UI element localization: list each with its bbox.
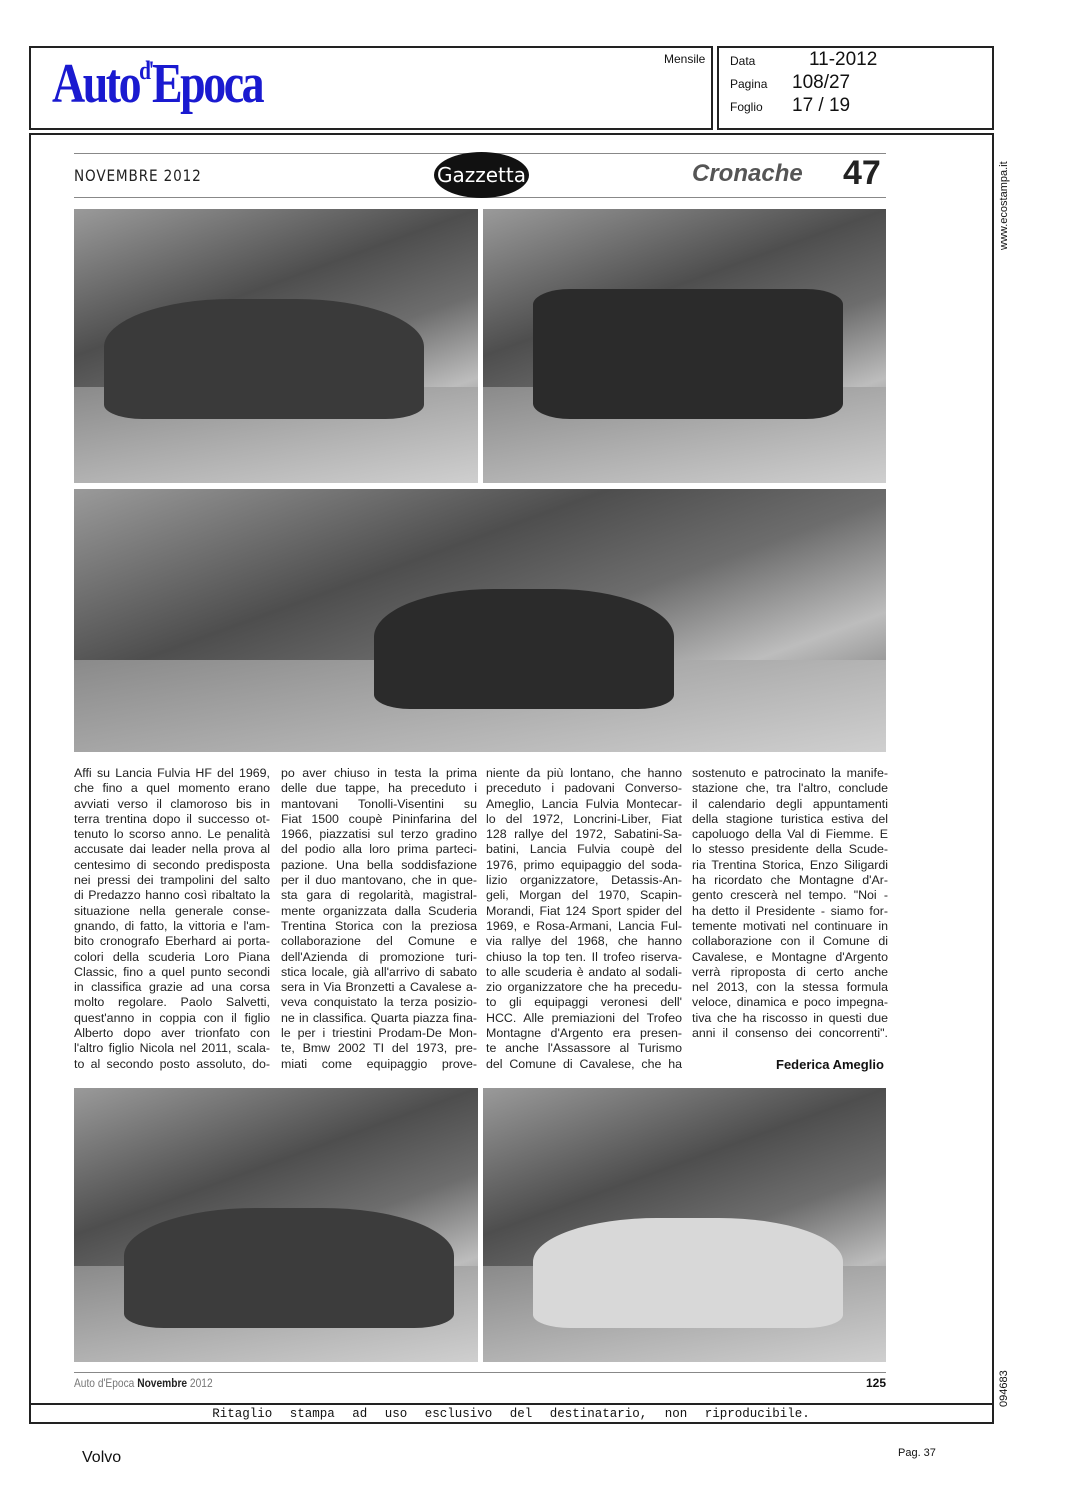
article-line: zio organizzatore che ha precedu- [486, 980, 682, 995]
article-line: mantovani Tonolli-Visentini su [281, 796, 477, 811]
article-line: il calendario degli appuntamenti [692, 796, 888, 811]
article-line: preceduto i padovani Converso- [486, 781, 682, 796]
photo-mg-roadster [483, 1088, 886, 1362]
article-line: te anche l'Assassore al Turismo [486, 1041, 682, 1056]
article-line: che fino a quel momento erano [74, 781, 270, 796]
section-page-number: 47 [843, 154, 881, 192]
article-line: ha ricordato che Montagne d'Ar- [692, 873, 888, 888]
article-line: ne in classifica. Quarta piazza fina- [281, 1010, 477, 1025]
article-line: 1966, piazzatisi sul terzo gradino [281, 827, 477, 842]
article-line: gento crescerà nel tempo. "Noi - [692, 888, 888, 903]
article-line: in classifica grazie ad una corsa [74, 980, 270, 995]
meta-pagina-label: Pagina [730, 77, 768, 91]
footer-magazine: Auto d'Epoca Novembre 2012 [74, 1376, 213, 1390]
footer-rule [74, 1372, 886, 1373]
article-line: verrà riproposta di certo anche [692, 964, 888, 979]
article-line: po aver chiuso in testa la prima [281, 766, 477, 780]
article-line: colori della scuderia Loro Piana [74, 949, 270, 964]
article-line: via rallye del 1968, che hanno [486, 934, 682, 949]
photo-bmw-car [483, 209, 886, 483]
article-line: Affi su Lancia Fulvia HF del 1969, [74, 766, 270, 780]
article-line: temente motivati nel continuare in [692, 918, 888, 933]
article-line: Morandi, Fiat 124 Sport spider del [486, 903, 682, 918]
meta-data-value: 11-2012 [809, 49, 878, 70]
section-title: Cronache [692, 160, 803, 187]
article-line: della stagione turistica estiva del [692, 811, 888, 826]
article-line: per il duo mantovano, che in que- [281, 873, 477, 888]
article-column-3 [486, 766, 682, 1072]
article-line: tenuto lo scorso anno. Le penalità [74, 827, 270, 842]
article-line: miati come equipaggio prove- [281, 1056, 477, 1071]
article-line: pazione. Una bella soddisfazione [281, 857, 477, 872]
article-line: Cavalese, e Montagne d'Argento [692, 949, 888, 964]
report-page: Pag. 37 [898, 1447, 936, 1459]
client-name: Volvo [82, 1449, 122, 1466]
article-line: 128 rallye del 1972, Sabatini-Sa- [486, 827, 682, 842]
article-line: bito cronografo Eberhard ai porta- [74, 934, 270, 949]
article-line: te, Bmw 2002 TI del 1973, pre- [281, 1041, 477, 1056]
photo-alpine-car [74, 209, 478, 483]
article-line: l'altro figlio Nicola nel 2011, scala- [74, 1041, 270, 1056]
article-line: chiuso la top ten. Il trofeo riserva- [486, 949, 682, 964]
article-line: veva conquistato la terza posizio- [281, 995, 477, 1010]
article-line: Classic, fino a quel punto secondi [74, 964, 270, 979]
article-line: situazione nella generale conse- [74, 903, 270, 918]
frequency-label: Mensile [664, 52, 706, 66]
article-line: lo stesso presidente della Scude- [692, 842, 888, 857]
masthead-logo: Auto$^{d'}$Epoca [52, 53, 263, 115]
article-line: lo del 1972, Loncrini-Liber, Fiat [486, 811, 682, 826]
issue-date: NOVEMBRE 2012 [74, 166, 202, 185]
article-line: Montagne d'Argento era presen- [486, 1026, 682, 1041]
article-line: sta gara di regolarità, magistral- [281, 888, 477, 903]
site-watermark: www.ecostampa.it [998, 161, 1010, 250]
article-line: HCC. Alle premiazioni del Trofeo [486, 1010, 682, 1025]
article-line: avviati verso il clamoroso bis in [74, 796, 270, 811]
article-line: sostenuto e patrocinato la manife- [692, 766, 888, 780]
footer-page-number: 125 [866, 1376, 887, 1390]
article-column-1 [74, 766, 270, 1072]
clipping-code: 094683 [998, 1370, 1010, 1407]
article-line: collaborazione del Comune e [281, 934, 477, 949]
gazzetta-logo: Gazzetta [434, 152, 529, 198]
article-column-4 [692, 766, 888, 1041]
article-line: ha detto il Presidente - siamo for- [692, 903, 888, 918]
article-line: di Predazzo hanno così ribaltato la [74, 888, 270, 903]
article-line: centesimo di secondo predisposta [74, 857, 270, 872]
article-line: Fiat 1500 coupè Pininfarina del [281, 811, 477, 826]
disclaimer: Ritaglio stampa ad uso esclusivo del destinatario, non riproducibile. [212, 1407, 810, 1421]
article-line: terra trentina dopo il successo ot- [74, 811, 270, 826]
article-line: mente organizzata dalla Scuderia [281, 903, 477, 918]
article-line: gnando, di fatto, la vittoria e l'am- [74, 918, 270, 933]
meta-pagina-value: 108/27 [792, 72, 851, 93]
photo-alfa-car [74, 1088, 478, 1362]
article-line: Trentina Storica con la preziosa [281, 918, 477, 933]
article-author: Federica Ameglio [776, 1057, 884, 1072]
article-line: del podio alla loro prima parteci- [281, 842, 477, 857]
article-line: delle due tappe, ha preceduto i [281, 781, 477, 796]
article-line: anni il consenso dei concorrenti". [692, 1026, 888, 1041]
article-line: quest'anno in coppia con il figlio [74, 1010, 270, 1025]
article-line: accusate dai leader nella prova al [74, 842, 270, 857]
article-line: nei pressi dei trampolini del salto [74, 873, 270, 888]
article-line: capoluogo della Val di Fiemme. E [692, 827, 888, 842]
article-line: to alle scuderia è andato al sodali- [486, 964, 682, 979]
meta-foglio-label: Foglio [730, 100, 763, 114]
article-line: ria Trentina Storica, Enzo Siligardi [692, 857, 888, 872]
article-line: del Comune di Cavalese, che ha [486, 1056, 682, 1071]
article-line: Ameglio, Lancia Fulvia Montecar- [486, 796, 682, 811]
article-line: stica locale, già all'arrivo di sabato [281, 964, 477, 979]
article-line: to al secondo posto assoluto, do- [74, 1056, 270, 1071]
meta-foglio-value: 17 / 19 [792, 95, 851, 116]
meta-data-label: Data [730, 54, 756, 68]
article-line: lizio organizzatore, Detassis-An- [486, 873, 682, 888]
photo-thunderbird-parade [74, 489, 886, 752]
article-line: stazione che, tra l'altro, conclude [692, 781, 888, 796]
article-line: molto regolare. Paolo Salvetti, [74, 995, 270, 1010]
article-line: collaborazione con il Comune di [692, 934, 888, 949]
article-line: sera in Via Bronzetti a Cavalese a- [281, 980, 477, 995]
article-line: veloce, dinamica e poco impegna- [692, 995, 888, 1010]
article-line: batini, Lancia Fulvia coupè del [486, 842, 682, 857]
article-line: Alberto dopo aver trionfato con [74, 1026, 270, 1041]
article-column-2 [281, 766, 477, 1072]
article-line: 1969, e Rosa-Armani, Lancia Ful- [486, 918, 682, 933]
article-line: to gli equipaggi veronesi dell' [486, 995, 682, 1010]
article-line: le per i triestini Prodam-De Mon- [281, 1026, 477, 1041]
disclaimer-rule [30, 1403, 992, 1405]
article-line: niente da più lontano, che hanno [486, 766, 682, 780]
article-line: geli, Morgan del 1970, Scapin- [486, 888, 682, 903]
article-line: dell'Azienda di promozione turi- [281, 949, 477, 964]
article-line: nel 2013, con la stessa formula [692, 980, 888, 995]
article-line: 1976, primo equipaggio del soda- [486, 857, 682, 872]
article-line: tiva che ha riscosso in questi due [692, 1010, 888, 1025]
